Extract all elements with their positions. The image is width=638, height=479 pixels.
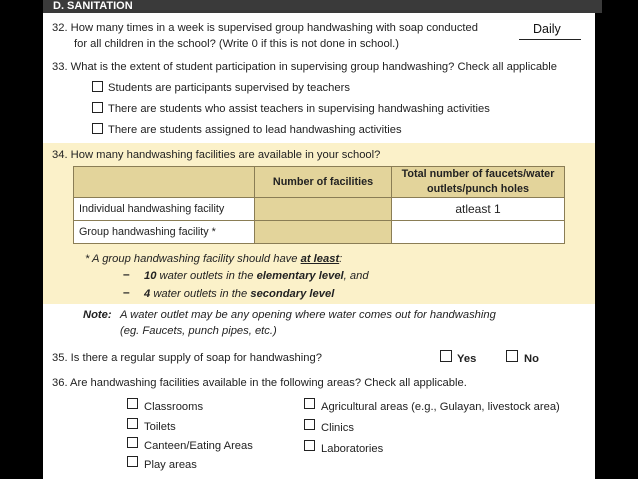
table-header-count: Number of facilities xyxy=(255,167,392,198)
bullet-pre: water outlets in the xyxy=(150,288,251,300)
table-header-row xyxy=(74,167,565,198)
table-row xyxy=(74,221,565,244)
table-row-label: Individual handwashing facility xyxy=(74,198,255,221)
q36-laboratories-label: Laboratories xyxy=(321,443,384,455)
note-line2: (eg. Faucets, punch pipes, etc.) xyxy=(120,325,277,337)
survey-page xyxy=(43,0,595,479)
bullet-dash-2: – xyxy=(123,285,130,299)
q32-text-line2: for all children in the school? (Write 0 if this is not done in school.) xyxy=(74,38,400,50)
bullet-dash-1: – xyxy=(123,267,130,281)
note-label: Note: xyxy=(83,309,112,321)
table-row xyxy=(74,198,565,221)
q35-text: 35. Is there a regular supply of soap for handwashing? xyxy=(52,352,322,364)
q33-option2-label: There are students who assist teachers in supervising handwashing activities xyxy=(108,103,490,115)
section-header: D. SANITATION xyxy=(43,0,602,13)
bullet-post: , and xyxy=(343,270,369,282)
q36-toilets-checkbox[interactable] xyxy=(127,418,138,429)
footnote-bullet-1 xyxy=(144,269,369,283)
bullet-level: elementary level xyxy=(256,270,344,282)
q33-option3-label: There are students assigned to lead handwashing activities xyxy=(108,124,402,136)
q36-clinics-checkbox[interactable] xyxy=(304,419,315,430)
q36-agricultural-label: Agricultural areas (e.g., Gulayan, livestock area) xyxy=(321,401,560,413)
footnote-bullet-2 xyxy=(144,287,334,301)
table-row-outlets[interactable] xyxy=(392,221,565,244)
bullet-number: 4 xyxy=(144,288,151,300)
q32-answer-line xyxy=(519,39,581,40)
q36-play-areas-label: Play areas xyxy=(144,459,197,471)
q35-no-label: No xyxy=(524,353,539,365)
q36-canteen-checkbox[interactable] xyxy=(127,437,138,448)
table-row-outlets[interactable]: atleast 1 xyxy=(392,198,565,221)
q36-agricultural-checkbox[interactable] xyxy=(304,398,315,409)
q35-no-checkbox[interactable] xyxy=(506,350,518,362)
q36-toilets-label: Toilets xyxy=(144,421,176,433)
q33-option2-checkbox[interactable] xyxy=(92,102,103,113)
table-header-blank xyxy=(74,167,255,198)
q32-answer[interactable]: Daily xyxy=(533,22,561,36)
q36-canteen-label: Canteen/Eating Areas xyxy=(144,440,253,452)
q33-text: 33. What is the extent of student participation in supervising group handwashing? Check all applicable xyxy=(52,61,557,73)
q36-text: 36. Are handwashing facilities available in the following areas? Check all applicable. xyxy=(52,377,467,389)
bullet-pre: water outlets in the xyxy=(156,270,257,282)
facilities-table xyxy=(73,166,565,244)
q34-text: 34. How many handwashing facilities are available in your school? xyxy=(52,149,381,161)
footnote-prefix: * A group handwashing facility should have xyxy=(85,253,301,265)
q36-classrooms-checkbox[interactable] xyxy=(127,398,138,409)
footnote-emphasis: at least xyxy=(300,253,340,265)
q33-option1-checkbox[interactable] xyxy=(92,81,103,92)
q32-text-line1: 32. How many times in a week is supervised group handwashing with soap conducted xyxy=(52,22,478,34)
group-facility-footnote xyxy=(85,252,342,266)
footnote-suffix: : xyxy=(339,253,343,265)
note-line1: A water outlet may be any opening where water comes out for handwashing xyxy=(120,309,496,321)
table-header-outlets: Total number of faucets/water outlets/punch holes xyxy=(392,167,565,198)
q33-option3-checkbox[interactable] xyxy=(92,123,103,134)
table-row-count[interactable] xyxy=(255,198,392,221)
q36-laboratories-checkbox[interactable] xyxy=(304,440,315,451)
q35-yes-label: Yes xyxy=(457,353,477,365)
q33-option1-label: Students are participants supervised by teachers xyxy=(108,82,350,94)
bullet-level: secondary level xyxy=(250,288,335,300)
q36-play-areas-checkbox[interactable] xyxy=(127,456,138,467)
bullet-number: 10 xyxy=(144,270,157,282)
q36-clinics-label: Clinics xyxy=(321,422,354,434)
q35-yes-checkbox[interactable] xyxy=(440,350,452,362)
q36-classrooms-label: Classrooms xyxy=(144,401,204,413)
table-row-count[interactable] xyxy=(255,221,392,244)
table-row-label: Group handwashing facility * xyxy=(74,221,255,244)
